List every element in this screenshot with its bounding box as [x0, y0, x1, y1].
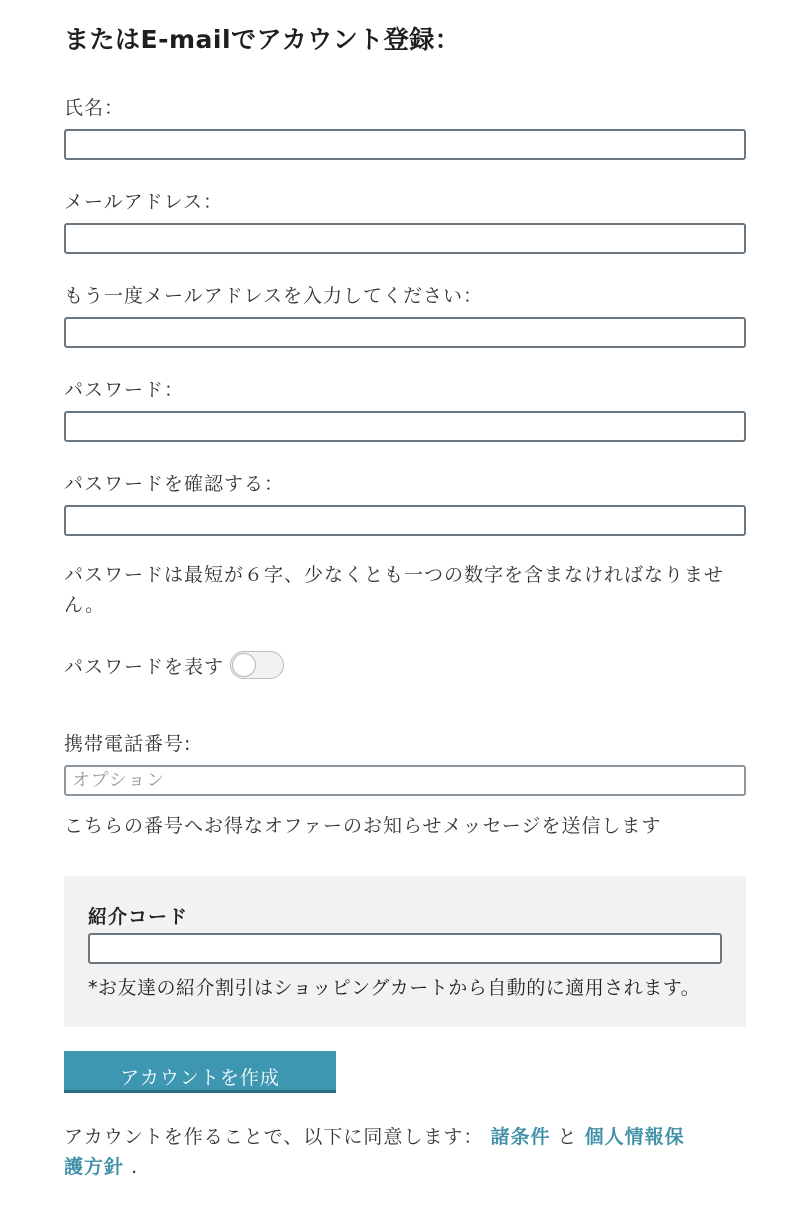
form-title: またはE-mailでアカウント登録： — [64, 25, 461, 54]
email-label: メールアドレス： — [64, 191, 224, 213]
show-password-toggle[interactable] — [230, 651, 284, 679]
password-input[interactable] — [64, 411, 746, 442]
phone-input[interactable] — [64, 765, 746, 796]
referral-code-input[interactable] — [88, 933, 722, 964]
show-password-row — [64, 650, 284, 680]
create-account-button[interactable]: アカウントを作成 — [64, 1051, 336, 1093]
email-input[interactable] — [64, 223, 746, 254]
phone-label: 携帯電話番号: — [64, 733, 192, 755]
toggle-knob — [232, 653, 256, 677]
privacy-policy-link[interactable]: 個人情報保護方針 — [64, 1126, 685, 1178]
email-confirm-label: もう一度メールアドレスを入力してください： — [64, 285, 484, 307]
name-input[interactable] — [64, 129, 746, 160]
agreement-prefix: アカウントを作ることで、以下に同意します： — [64, 1126, 484, 1148]
phone-note: こちらの番号へお得なオファーのお知らせメッセージを送信します — [64, 815, 662, 837]
agreement-suffix: . — [131, 1156, 139, 1178]
password-hint: パスワードは最短が６字、少なくとも一つの数字を含まなければなりません。 — [64, 564, 725, 616]
agreement-conjunction: と — [557, 1126, 578, 1148]
show-password-label: パスワードを表す — [64, 655, 225, 678]
referral-title: 紹介コード — [88, 906, 189, 928]
agreement-text — [64, 1122, 704, 1182]
name-label: 氏名： — [64, 97, 125, 119]
password-label: パスワード： — [64, 379, 185, 401]
password-confirm-input[interactable] — [64, 505, 746, 536]
password-confirm-label: パスワードを確認する： — [64, 473, 285, 495]
terms-link[interactable]: 諸条件 — [490, 1126, 551, 1148]
email-confirm-input[interactable] — [64, 317, 746, 348]
referral-section — [64, 876, 746, 1027]
referral-note: *お友達の紹介割引はショッピングカートから自動的に適用されます。 — [88, 977, 701, 999]
